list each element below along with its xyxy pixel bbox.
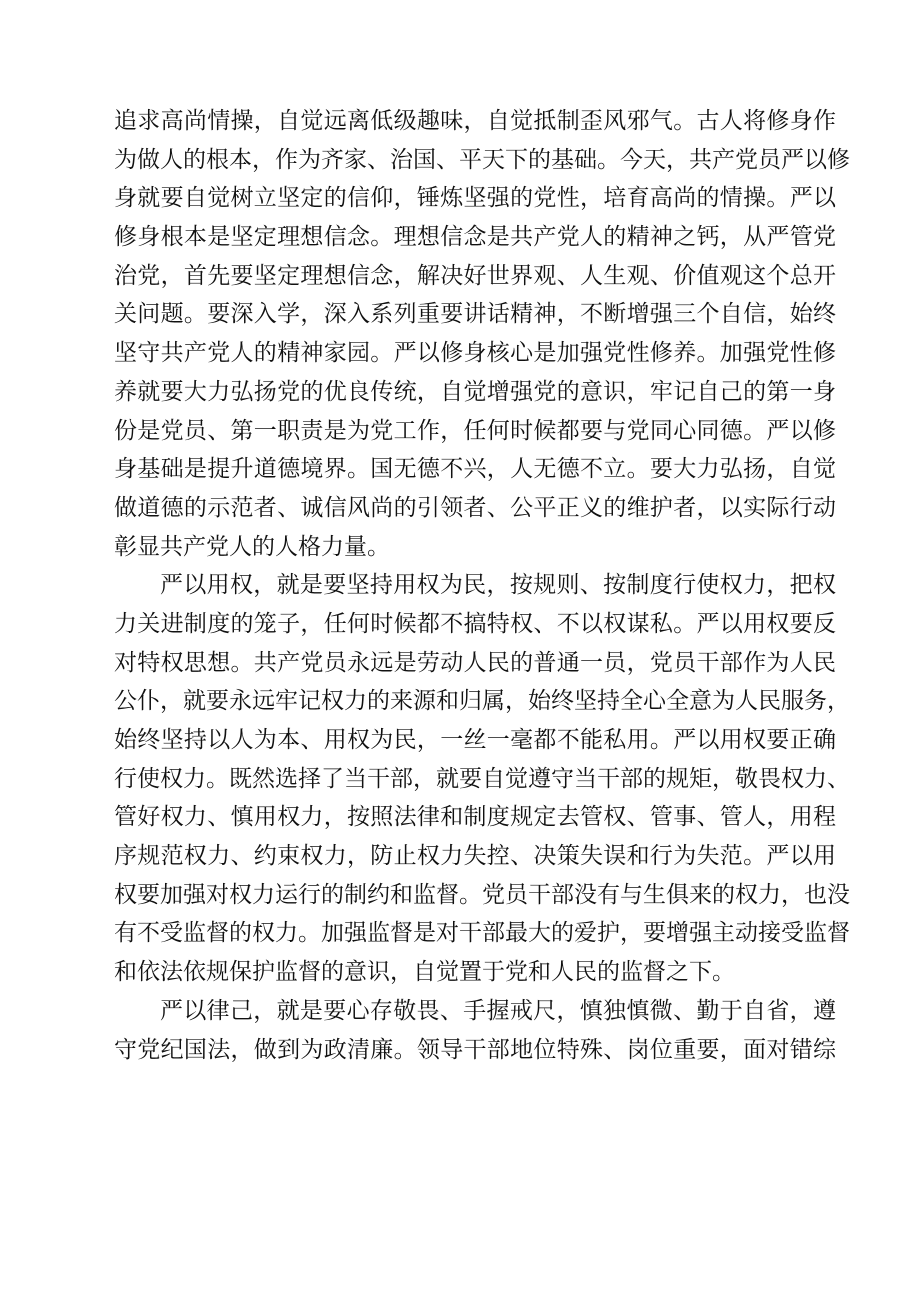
text-line: 修身根本是坚定理想信念。理想信念是共产党人的精神之钙，从严管党: [114, 224, 836, 251]
text-line: 力关进制度的笼子，任何时候都不搞特权、不以权谋私。严以用权要反: [114, 610, 836, 637]
text-line: 做道德的示范者、诚信风尚的引领者、公平正义的维护者，以实际行动: [114, 494, 836, 521]
text-line: 坚守共产党人的精神家园。严以修身核心是加强党性修养。加强党性修: [114, 340, 836, 367]
text-line: 对特权思想。共产党员永远是劳动人民的普通一员，党员干部作为人民: [114, 649, 836, 676]
text-line: 为做人的根本，作为齐家、治国、平天下的基础。今天，共产党员严以修: [114, 146, 850, 173]
text-line: 序规范权力、约束权力，防止权力失控、决策失误和行为失范。严以用: [114, 843, 836, 870]
text-line: 关问题。要深入学，深入系列重要讲话精神，不断增强三个自信，始终: [114, 301, 836, 328]
text-line: 追求高尚情操，自觉远离低级趣味，自觉抵制歪风邪气。古人将修身作: [114, 108, 836, 134]
text-line: 权要加强对权力运行的制约和监督。党员干部没有与生俱来的权力，也没: [114, 881, 850, 908]
text-line: 身基础是提升道德境界。国无德不兴，人无德不立。要大力弘扬，自觉: [114, 456, 836, 483]
text-line: 和依法依规保护监督的意识，自觉置于党和人民的监督之下。: [114, 959, 735, 986]
text-line: 有不受监督的权力。加强监督是对干部最大的爱护，要增强主动接受监督: [114, 920, 850, 947]
text-line: 严以用权，就是要坚持用权为民，按规则、按制度行使权力，把权: [160, 572, 836, 599]
paragraph-3: [114, 992, 836, 1069]
text-line: 严以律己，就是要心存敬畏、手握戒尺，慎独慎微、勤于自省，遵: [160, 997, 836, 1024]
paragraph-1: [114, 102, 850, 566]
text-line: 份是党员、第一职责是为党工作，任何时候都要与党同心同德。严以修: [114, 417, 836, 444]
text-line: 守党纪国法，做到为政清廉。领导干部地位特殊、岗位重要，面对错综: [114, 1036, 836, 1063]
text-line: 公仆，就要永远牢记权力的来源和归属，始终坚持全心全意为人民服务，: [114, 688, 850, 715]
text-line: 管好权力、慎用权力，按照法律和制度规定去管权、管事、管人，用程: [114, 804, 836, 831]
paragraph-2: [114, 566, 850, 992]
text-line: 治党，首先要坚定理想信念，解决好世界观、人生观、价值观这个总开: [114, 262, 836, 289]
text-line: 彰显共产党人的人格力量。: [114, 533, 390, 560]
text-line: 行使权力。既然选择了当干部，就要自觉遵守当干部的规矩，敬畏权力、: [114, 765, 850, 792]
document-page: [114, 102, 850, 1069]
text-line: 养就要大力弘扬党的优良传统，自觉增强党的意识，牢记自己的第一身: [114, 378, 836, 405]
text-line: 身就要自觉树立坚定的信仰，锤炼坚强的党性，培育高尚的情操。严以: [114, 185, 836, 212]
text-line: 始终坚持以人为本、用权为民，一丝一毫都不能私用。严以用权要正确: [114, 727, 836, 753]
